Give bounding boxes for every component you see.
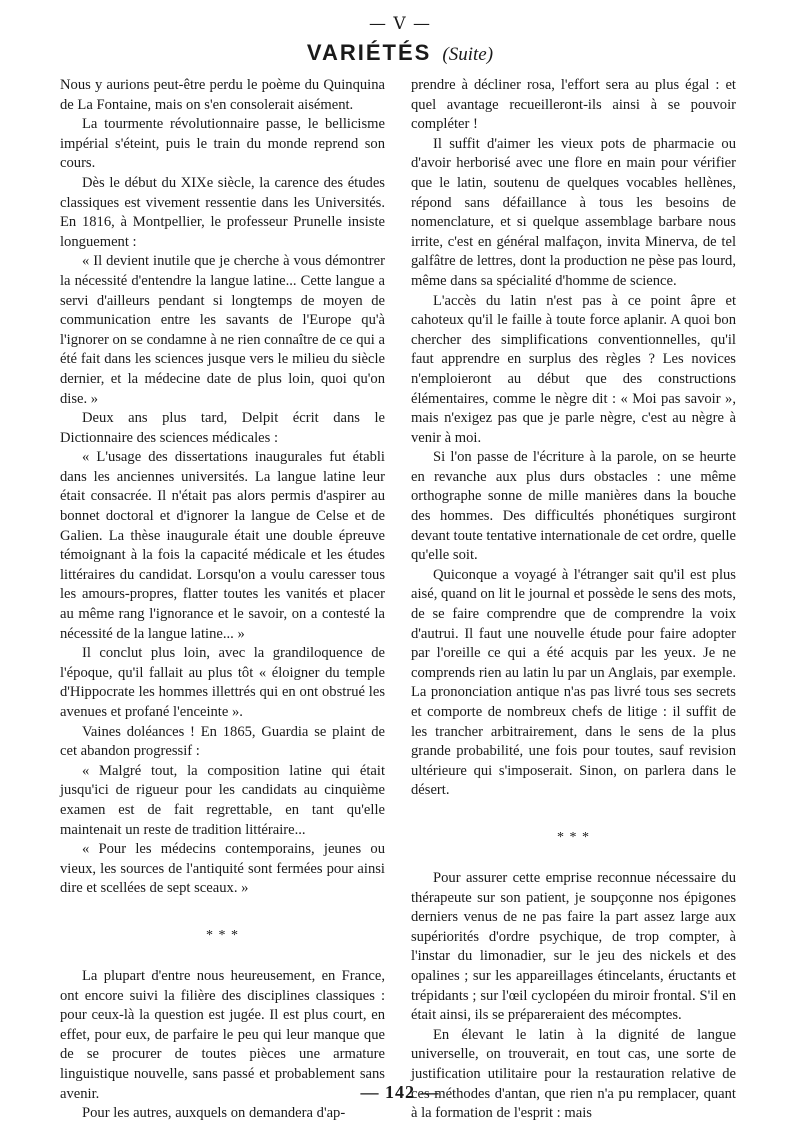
paragraph: L'accès du latin n'est pas à ce point âpre et cahoteux qu'il le faille à toute force aplanir. A quoi bon chercher des simplifications conventionnelles, qu'il faut apprendre en surplus des règles ? Les novices n'emploieront au début que des constructions élémentaires, comme le nègre dit : « Moi pas savoir », mais n'exigez pas que je parle nègre, c'est au nègre à venir à moi. [411,292,736,446]
paragraph: En élevant le latin à la dignité de langue universelle, on trouverait, en tout cas, une sorte de justification utilitaire pour la restauration relative de ces méthodes d'antan, que rien n'a pu remplacer, quant à la formation de l'esprit : mais [411,1026,736,1122]
left-column [60,76,385,1124]
paragraph: Quiconque a voyagé à l'étranger sait qu'il est plus aisé, quand on lit le journal et possède le sens des mots, de se faire comprendre que de comprendre la voix d'autrui. Il faut une nouvelle étude pour faire adopter par l'oreille ce qui a été acquis par les yeux. Je ne comprends rien au latin lu par un Anglais, par exemple. La prononciation antique n'as pas livré tous ses secrets et comporte de nombreux chefs de litige : il suffit de les trancher arbitrairement, dans le sens de la plus grande probabilité, une fois pour toutes, sauf revision ultérieure qui s'imposerait. Sinon, on parlera dans le désert. [411,566,736,799]
quote-paragraph: « Il devient inutile que je cherche à vous démontrer la nécessité d'entendre la langue latine... Cette langue a servi d'ailleurs pendant si longtemps de moyen de communication entre les savants de l'Europe qu'à l'ignorer on se condamne à ne rien connaître de ce qui a été fait dans les sciences jusque vers le milieu du siècle dernier, et la médecine date de plus loin, quoi qu'on dise. » [60,253,385,407]
right-column [411,76,736,1124]
running-head-mark: — V — [368,14,432,34]
paragraph: Pour les autres, auxquels on demandera d'ap- [82,1105,346,1122]
paragraph: La tourmente révolutionnaire passe, le bellicisme impérial s'éteint, puis le train du monde reprend son cours. [60,116,385,172]
paragraph: Vaines doléances ! En 1865, Guardia se plaint de cet abandon progressif : [60,723,385,760]
quote-paragraph: « L'usage des dissertations inaugurales fut établi dans les anciennes universités. La langue latine leur était consacrée. Il n'était pas alors permis d'aspirer au bonnet doctoral et d'ignorer la langue de Celse et de Galien. La thèse inaugurale était une double épreuve témoignant à la fois la capacité médicale et les études littéraires du candidat. Lorsqu'on a voulu caresser tous les amours-propres, flatter toutes les vanités et placer au même rang l'ignorance et le savoir, on a contesté la nécessité de la langue latine... » [60,449,385,642]
section-separator: * * * [557,829,590,845]
paragraph: Si l'on passe de l'écriture à la parole, on se heurte en revanche aux plus durs obstacles : une même orthographe sonne de mille manières dans la bouche des hommes. Des difficultés phonétiques surgiront devant toute tentative internationale de cet ordre, quelle qu'elle soit. [411,449,736,564]
quote-paragraph: « Pour les médecins contemporains, jeunes ou vieux, les sources de l'antiquité sont fermées pour ainsi dire et scellées de sept sceaux. » [60,841,385,897]
section-header [0,40,800,66]
paragraph: Il conclut plus loin, avec la grandiloquence de l'époque, qu'il fallait au plus tôt « éloigner du temple d'Hippocrate les hommes illettrés qui en ont obstrué les avenues et profané l'enceinte ». [60,645,385,720]
quote-paragraph: « Malgré tout, la composition latine qui était jusqu'ici de rigueur pour les candidats au cinquième examen est de fait regrettable, en tant qu'elle maintenait un reste de tradition littéraire... [60,762,385,838]
paragraph: Pour assurer cette emprise reconnue nécessaire du thérapeute sur son patient, je soupçonne nos épigones derniers venus de ne pas faire la part assez large aux supériorités d'ordre psychique, de trop compter, à l'instar du limonadier, sur le jeu des nickels et des opalines ; sur les appareillages étincelants, éructants et trépidants ; sur l'œil cyclopéen du miroir frontal. S'il en était ainsi, ils se prépareraient des mécomptes. [411,869,736,1024]
paragraph: prendre à décliner rosa, l'effort sera au plus égal : et quel avantage recueilleront-ils ainsi à se pouvoir compléter ! [411,77,736,133]
paragraph: Nous y aurions peut-être perdu le poème du Quinquina de La Fontaine, mais on s'en consolerait aisément. [60,77,385,113]
section-separator: * * * [206,927,239,943]
section-subtitle: (Suite) [442,44,494,65]
paragraph: Dès le début du XIXe siècle, la carence des études classiques est vivement ressentie dans les Universités. En 1816, à Montpellier, le professeur Prunelle insiste longuement : [60,174,385,250]
paragraph: Deux ans plus tard, Delpit écrit dans le Dictionnaire des sciences médicales : [60,410,385,446]
paragraph: Il suffit d'aimer les vieux pots de pharmacie ou d'avoir herborisé avec une flore en main pour vérifier que le latin, soutenu de quelques vocables hellènes, répond sans défaillance à tous les besoins de nomenclature, et si quelque assemblage barbare nous irrite, c'est en général malfaçon, invita Minerva, de tel galfâtre de lettres, dont la production ne pèse pas lourd, même dans sa spécialité d'homme de science. [411,135,736,289]
paragraph: La plupart d'entre nous heureusement, en France, ont encore suivi la filière des disciplines classiques : pour ceux-là la question est jugée. Il est plus court, en effet, pour eux, de parfaire le peu qui leur manque que de se procurer de toutes pièces une armature linguistique nouvelle, sans passé et probablement sans avenir. [60,967,385,1102]
page-number: — 142 — [360,1082,440,1102]
section-title: VARIÉTÉS [306,40,432,65]
